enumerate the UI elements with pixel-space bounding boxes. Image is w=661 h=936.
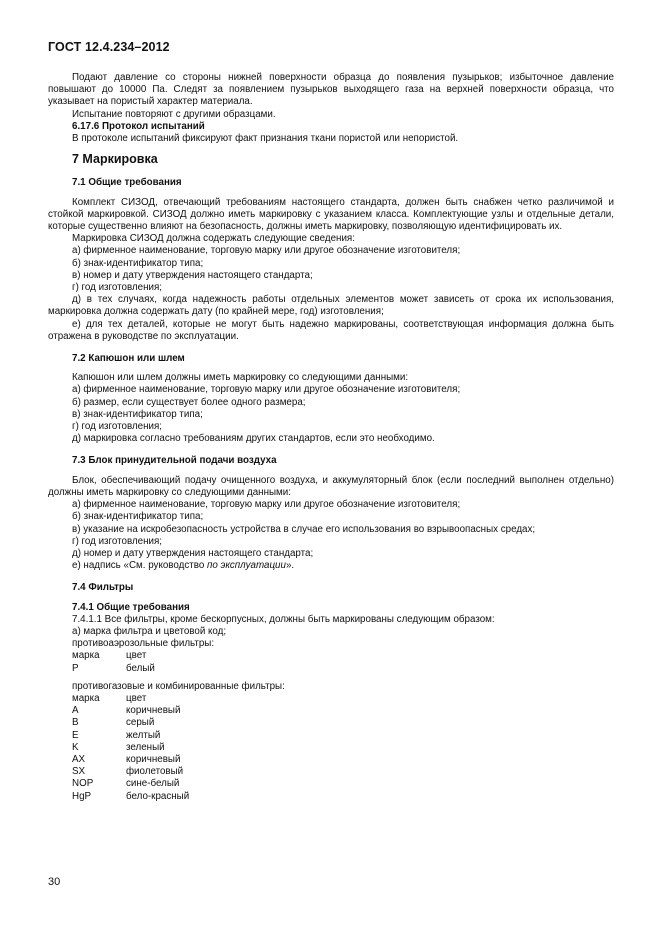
list-item: а) фирменное наименование, торговую марку или другое обозначение изготовителя;: [72, 245, 461, 257]
table-row: [72, 742, 614, 754]
paragraph: Комплект СИЗОД, отвечающий требованиям настоящего стандарта, должен быть снабжен четко различимой и стойкой маркировкой. СИЗОД должно иметь маркировку с указанием класса. Комплектующие узлы и отдельные детали, которые существенно влияют на безопасность, должны иметь маркировку, позволяющую идентифицировать их.: [48, 196, 614, 233]
subsection-heading-7-1: 7.1 Общие требования: [72, 177, 182, 189]
table-cell-color: серый: [126, 717, 155, 729]
list-item: д) маркировка согласно требованиям других стандартов, если это необходимо.: [72, 433, 435, 445]
table-row: [72, 693, 614, 705]
paragraph: В протоколе испытаний фиксируют факт признания ткани пористой или непористой.: [72, 133, 459, 145]
paragraph: Подают давление со стороны нижней поверхности образца до появления пузырьков; избыточное давление повышают до 10000 Па. Следят за появлением пузырьков выходящего газа на верхней поверхности образца, что указывает на пористый характер материала.: [48, 72, 614, 108]
list-item: б) знак-идентификатор типа;: [72, 257, 204, 269]
table-row: [72, 650, 614, 662]
table-caption: противоаэрозольные фильтры:: [72, 638, 215, 650]
table-cell-mark: марка: [72, 692, 100, 704]
paragraph: Испытание повторяют с другими образцами.: [72, 108, 276, 120]
document-header: ГОСТ 12.4.234–2012: [48, 40, 170, 54]
list-item: б) знак-идентификатор типа;: [72, 511, 204, 523]
table-cell-mark: B: [72, 717, 79, 729]
list-item: д) в тех случаях, когда надежность работы отдельных элементов может зависеть от срока их использования, маркировка должна содержать дату (по крайней мере, год) изготовления;: [48, 294, 614, 318]
table-cell-mark: E: [72, 729, 79, 741]
table-cell-color: фиолетовый: [126, 766, 184, 778]
table-cell-mark: A: [72, 705, 79, 717]
aerosol-filter-table: [48, 650, 614, 674]
list-item: е) для тех деталей, которые не могут быть надежно маркированы, соответствующая информация должна быть отражена в руководстве по эксплуатации.: [48, 318, 614, 342]
table-cell-color: цвет: [126, 692, 147, 704]
table-row: [72, 754, 614, 766]
gas-filter-table: [48, 693, 614, 803]
paragraph: а) марка фильтра и цветовой код;: [72, 625, 227, 637]
subsection-heading-7-2: 7.2 Капюшон или шлем: [72, 353, 185, 365]
document-body: [48, 72, 614, 803]
table-cell-color: сине-белый: [126, 778, 180, 790]
table-cell-mark: K: [72, 741, 79, 753]
section-heading-7: 7 Маркировка: [72, 152, 158, 167]
subsection-heading-7-4-1: 7.4.1 Общие требования: [72, 601, 190, 613]
table-caption: противогазовые и комбинированные фильтры:: [72, 680, 285, 692]
list-item-text: е) надпись «См. руководство: [72, 560, 207, 572]
table-cell-color: коричневый: [126, 705, 181, 717]
subsection-heading-7-4: 7.4 Фильтры: [72, 582, 134, 594]
table-row: [72, 730, 614, 742]
table-cell-mark: NOP: [72, 778, 94, 790]
paragraph: Маркировка СИЗОД должна содержать следующие сведения:: [72, 233, 355, 245]
page-number: 30: [48, 876, 61, 888]
table-row: [72, 778, 614, 790]
table-cell-color: зеленый: [126, 741, 165, 753]
paragraph: Блок, обеспечивающий подачу очищенного воздуха, и аккумуляторный блок (если последний выполнен отдельно) должны иметь маркировку со следующими данными:: [48, 474, 614, 498]
list-item-italic-text: по эксплуатации: [207, 560, 286, 572]
list-item: г) год изготовления;: [72, 421, 163, 433]
table-row: [72, 705, 614, 717]
list-item: в) знак-идентификатор типа;: [72, 408, 203, 420]
list-item: [48, 560, 614, 572]
list-item-text: ».: [285, 560, 295, 572]
table-cell-mark: марка: [72, 650, 100, 662]
table-cell-mark: AX: [72, 753, 86, 765]
list-item: г) год изготовления;: [72, 535, 163, 547]
table-cell-mark: P: [72, 662, 79, 674]
list-item: в) указание на искробезопасность устройства в случае его использования во взрывоопасных средах;: [72, 523, 536, 535]
list-item: б) размер, если существует более одного размера;: [72, 396, 306, 408]
table-row: [72, 663, 614, 675]
list-item: г) год изготовления;: [72, 282, 163, 294]
table-cell-mark: SX: [72, 766, 86, 778]
subsection-heading-7-3: 7.3 Блок принудительной подачи воздуха: [72, 455, 277, 467]
subsection-heading-6-17-6: 6.17.6 Протокол испытаний: [72, 120, 205, 132]
list-item: в) номер и дату утверждения настоящего стандарта;: [72, 269, 313, 281]
table-cell-color: белый: [126, 662, 155, 674]
table-cell-color: желтый: [126, 729, 161, 741]
list-item: д) номер и дату утверждения настоящего стандарта;: [72, 547, 314, 559]
table-cell-color: цвет: [126, 650, 147, 662]
table-cell-color: коричневый: [126, 753, 181, 765]
list-item: а) фирменное наименование, торговую марку или другое обозначение изготовителя;: [72, 499, 461, 511]
paragraph: 7.4.1.1 Все фильтры, кроме бескорпусных, должны быть маркированы следующим образом:: [72, 613, 495, 625]
paragraph: Капюшон или шлем должны иметь маркировку со следующими данными:: [72, 372, 409, 384]
table-row: [72, 717, 614, 729]
table-cell-color: бело-красный: [126, 790, 190, 802]
table-cell-mark: HgP: [72, 790, 92, 802]
table-row: [72, 766, 614, 778]
table-row: [72, 791, 614, 803]
list-item: а) фирменное наименование, торговую марку или другое обозначение изготовителя;: [72, 384, 461, 396]
